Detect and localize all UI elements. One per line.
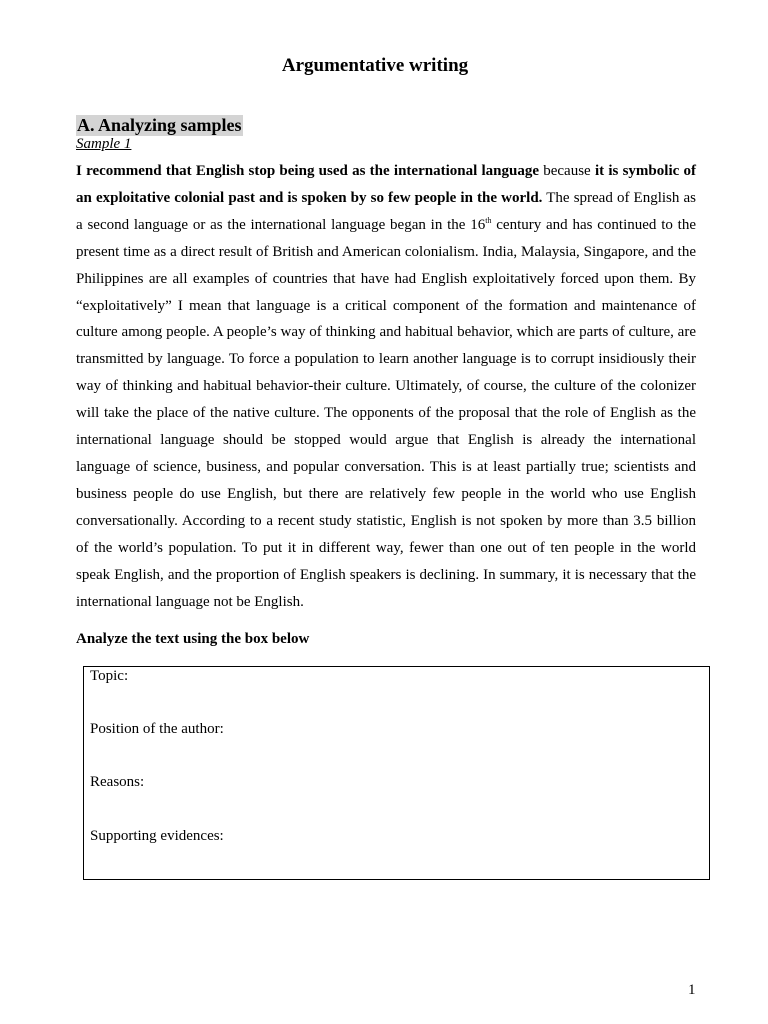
- paragraph-text-rest: century and has continued to the present time as a direct result of British and American colonialism. India, Malaysia, Singapore, and the Philippines are all examples of countries that have had English exploitatively forced upon them. By “exploitatively” I mean that language is a critical component of the formation and maintenance of culture among people. A people’s way of thinking and habitual behavior, which are parts of culture, are transmitted by language. To force a population to learn another language is to corrupt insidiously their way of thinking and habitual behavior-their culture. Ultimately, of course, the culture of the colonizer will take the place of the native culture. The opponents of the proposal that the role of English as the international language should be stopped would argue that English is already the international language of science, business, and popular conversation. This is at least partially true; scientists and business people do use English, but there are relatively few people in the world who use English conversationally. According to a recent study statistic, English is not spoken by more than 3.5 billion of the world’s population. To put it in different way, fewer than one out of ten people in the world speak English, and the proportion of English speakers is declining. In summary, it is necessary that the international language not be English.: [76, 216, 696, 610]
- document-title: Argumentative writing: [281, 55, 469, 76]
- author-position-label: Position of the author:: [90, 721, 224, 737]
- sample-paragraph: [76, 158, 696, 615]
- topic-label: Topic:: [90, 668, 129, 684]
- analysis-box: [83, 666, 710, 880]
- thesis-statement-part-1: I recommend that English stop being used as the international language: [76, 163, 539, 179]
- connector-text: because: [539, 163, 595, 179]
- reasons-label: Reasons:: [90, 774, 145, 790]
- thesis-statement-part-2: it is symbolic of an exploitative colonial past and is spoken by so few people in the world.: [76, 163, 696, 206]
- page-number: 1: [688, 982, 696, 998]
- analysis-instruction: Analyze the text using the box below: [76, 631, 310, 647]
- ordinal-superscript: th: [485, 215, 492, 225]
- paragraph-text-start: The spread of English as a second language or as the international language began in the 16: [76, 189, 697, 233]
- sample-label: Sample 1: [76, 136, 132, 152]
- section-heading: A. Analyzing samples: [77, 115, 242, 135]
- supporting-evidences-label: Supporting evidences:: [90, 828, 224, 844]
